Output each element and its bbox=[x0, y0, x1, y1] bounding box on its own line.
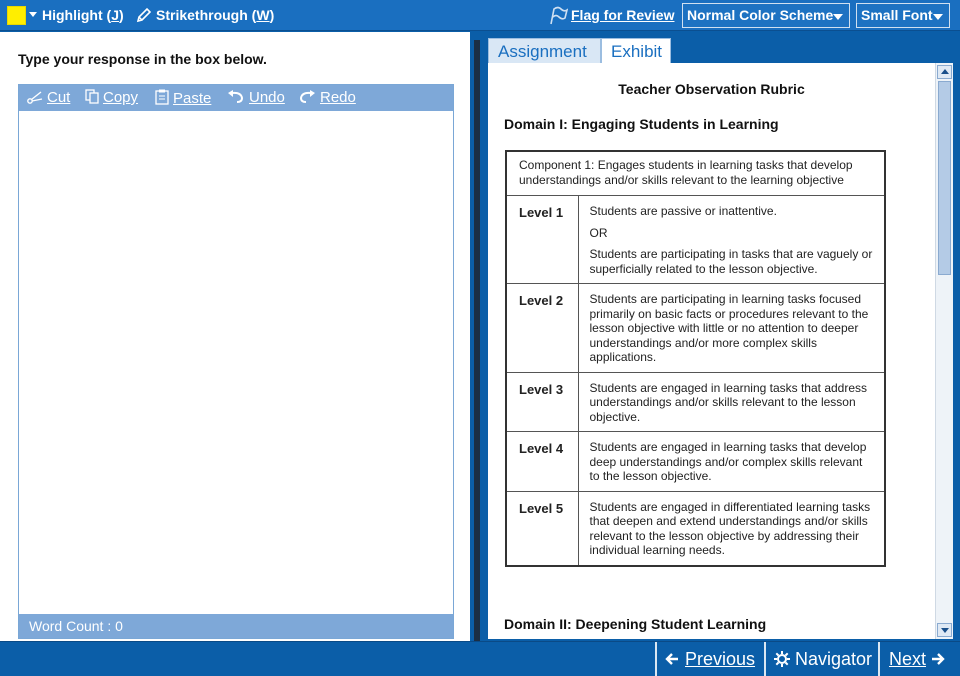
level-label: Level 2 bbox=[506, 284, 578, 373]
response-panel bbox=[0, 32, 470, 641]
arrow-left-icon bbox=[665, 652, 679, 666]
level-description: Students are engaged in learning tasks that address understandings and/or skills relevant to the lesson objective. bbox=[578, 372, 885, 432]
level-description: Students are engaged in learning tasks that develop deep understandings and/or complex skills relevant to the lesson objective. bbox=[578, 432, 885, 492]
rubric-component-row bbox=[506, 151, 885, 196]
rubric-row bbox=[506, 372, 885, 432]
level-label: Level 1 bbox=[506, 196, 578, 284]
strikethrough-label: Strikethrough ( bbox=[156, 7, 257, 23]
response-prompt: Type your response in the box below. bbox=[18, 51, 267, 67]
exhibit-panel bbox=[485, 32, 960, 641]
font-size-select[interactable] bbox=[856, 3, 950, 28]
level-text: Students are passive or inattentive. bbox=[589, 204, 777, 218]
level-description: Students are engaged in differentiated learning tasks that deepen and extend understandings and/or skills relevant to the lesson objective by addressing their individual learning needs. bbox=[578, 491, 885, 566]
editor-toolbar bbox=[19, 85, 453, 111]
level-text: Students are participating in tasks that are vaguely or superficially related to the lesson objective. bbox=[589, 247, 873, 276]
tab-exhibit[interactable]: Exhibit bbox=[601, 38, 671, 63]
navigator-icon bbox=[773, 650, 791, 668]
undo-label: Undo bbox=[249, 89, 285, 106]
response-textarea[interactable] bbox=[19, 111, 453, 616]
tab-assignment[interactable]: Assignment bbox=[488, 38, 601, 63]
clipboard-icon bbox=[155, 89, 169, 105]
undo-icon bbox=[227, 90, 245, 104]
bottom-nav-bar bbox=[0, 641, 960, 675]
nav-divider bbox=[878, 642, 880, 676]
highlight-label-close: ) bbox=[119, 7, 124, 23]
component-description: Component 1: Engages students in learning tasks that develop understandings and/or skills relevant to the learning objective bbox=[506, 151, 885, 196]
chevron-down-icon bbox=[833, 14, 843, 20]
scissors-icon bbox=[27, 90, 43, 104]
pencil-icon bbox=[136, 7, 152, 23]
level-description bbox=[578, 196, 885, 284]
level-label: Level 5 bbox=[506, 491, 578, 566]
nav-divider bbox=[764, 642, 766, 676]
highlight-shortcut-key: J bbox=[111, 7, 119, 23]
highlight-button[interactable] bbox=[42, 7, 124, 23]
rubric-row bbox=[506, 196, 885, 284]
strikethrough-label-close: ) bbox=[269, 7, 275, 23]
copy-icon bbox=[85, 89, 99, 104]
redo-icon bbox=[298, 90, 316, 104]
redo-label: Redo bbox=[320, 89, 356, 106]
top-toolbar bbox=[0, 0, 960, 31]
word-count: Word Count : 0 bbox=[19, 614, 453, 638]
undo-button[interactable] bbox=[227, 89, 285, 106]
level-label: Level 3 bbox=[506, 372, 578, 432]
exhibit-scrollbar[interactable] bbox=[935, 63, 953, 639]
flag-for-review-label: Flag for Review bbox=[571, 7, 675, 23]
flag-icon bbox=[548, 5, 568, 25]
level-description: Students are participating in learning tasks focused primarily on basic facts or procedures relevant to the lesson objective with little or no attention to deeper understandings and/or more complex skills applications. bbox=[578, 284, 885, 373]
paste-button[interactable] bbox=[155, 89, 211, 107]
strikethrough-button[interactable] bbox=[156, 7, 274, 23]
color-scheme-select[interactable] bbox=[682, 3, 850, 28]
previous-button[interactable] bbox=[665, 649, 755, 670]
redo-button[interactable] bbox=[298, 89, 356, 106]
navigator-button[interactable] bbox=[773, 649, 872, 670]
highlight-color-swatch[interactable] bbox=[7, 6, 26, 25]
chevron-down-icon bbox=[933, 14, 943, 20]
copy-button[interactable] bbox=[85, 89, 138, 106]
rubric-title: Teacher Observation Rubric bbox=[618, 81, 805, 97]
response-editor bbox=[18, 84, 454, 639]
copy-label: Copy bbox=[103, 89, 139, 106]
navigator-label: Navigator bbox=[795, 649, 873, 669]
scrollbar-thumb[interactable] bbox=[938, 81, 951, 275]
domain-2-heading: Domain II: Deepening Student Learning bbox=[504, 616, 767, 632]
scroll-down-arrow-icon[interactable] bbox=[937, 623, 952, 637]
paste-label: Paste bbox=[173, 90, 212, 107]
strikethrough-shortcut-key: W bbox=[256, 7, 270, 23]
color-scheme-value: Normal Color Scheme bbox=[687, 7, 834, 23]
next-label: Next bbox=[889, 649, 927, 669]
domain-1-heading: Domain I: Engaging Students in Learning bbox=[504, 116, 779, 132]
level-label: Level 4 bbox=[506, 432, 578, 492]
cut-label: Cut bbox=[47, 89, 71, 106]
flag-for-review-button[interactable] bbox=[571, 7, 674, 23]
scroll-up-arrow-icon[interactable] bbox=[937, 65, 952, 79]
rubric-row bbox=[506, 432, 885, 492]
rubric-row bbox=[506, 491, 885, 566]
rubric-row bbox=[506, 284, 885, 373]
rubric-table bbox=[505, 150, 886, 567]
cut-button[interactable] bbox=[27, 89, 70, 106]
highlight-color-dropdown-icon[interactable] bbox=[29, 12, 37, 17]
exhibit-content bbox=[488, 63, 935, 639]
arrow-right-icon bbox=[931, 652, 945, 666]
next-button[interactable] bbox=[889, 649, 945, 670]
level-text: OR bbox=[589, 225, 608, 240]
panel-splitter-handle[interactable] bbox=[474, 40, 480, 641]
nav-divider bbox=[655, 642, 657, 676]
font-size-value: Small Font bbox=[861, 7, 933, 23]
highlight-label: Highlight ( bbox=[42, 7, 112, 23]
previous-label: Previous bbox=[685, 649, 756, 669]
